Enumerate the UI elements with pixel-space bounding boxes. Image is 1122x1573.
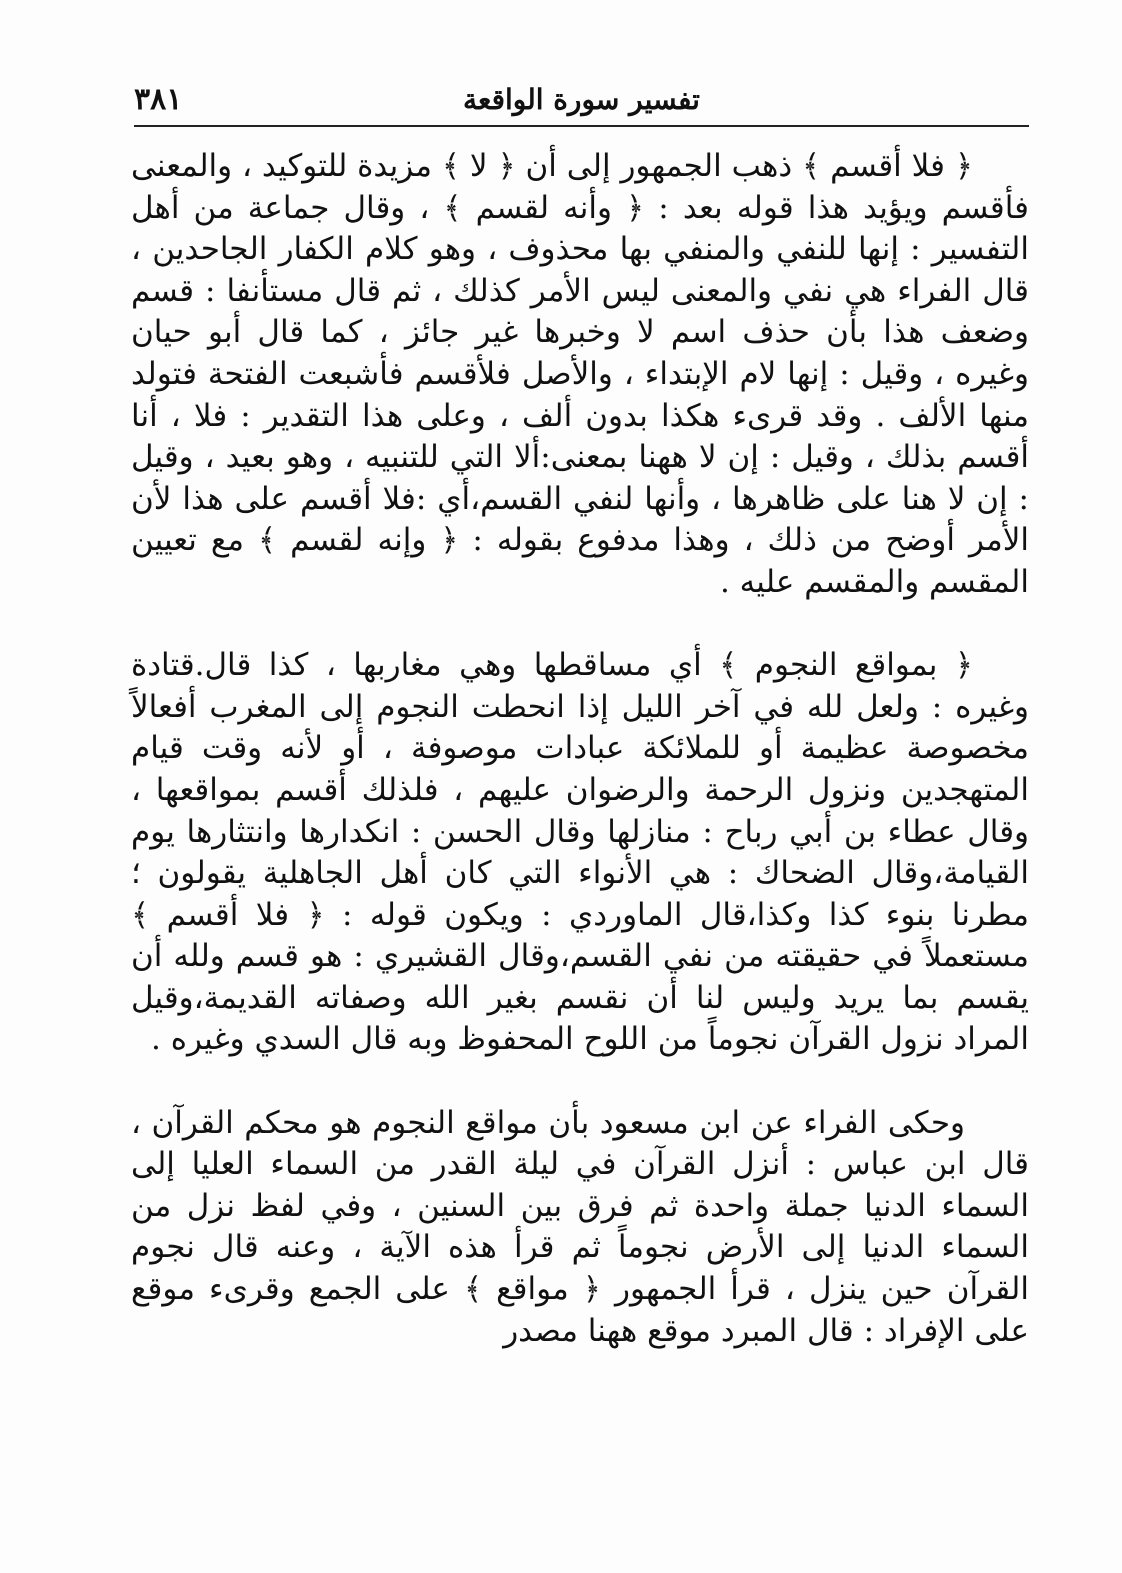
- paragraph: ﴿ بمواقع النجوم ﴾ أي مساقطها وهي مغاربها ، كذا قال.قتادة وغيره : ولعل لله في آخر الليل إذا انحطت النجوم إلى المغرب أفعالاً مخصوصة عظيمة أو للملائكة عبادات موصوفة ، أو لأنه وقت قيام المتهجدين ونزول الرحمة والرضوان عليهم ، فلذلك أقسم بمواقعها ، وقال عطاء بن أبي رباح : منازلها وقال الحسن : انكدارها وانتثارها يوم القيامة،وقال الضحاك : هي الأنواء التي كان أهل الجاهلية يقولون ؛ مطرنا بنوء كذا وكذا،قال الماوردي : ويكون قوله : ﴿ فلا أقسم ﴾ مستعملاً في حقيقته من نفي القسم،وقال القشيري : هو قسم ولله أن يقسم بما يريد وليس لنا أن نقسم بغير الله وصفاته القديمة،وقيل المراد نزول القرآن نجوماً من اللوح المحفوظ وبه قال السدي وغيره .: [131, 647, 1029, 1058]
- header-rule: [134, 125, 1029, 127]
- paragraph: وحكى الفراء عن ابن مسعود بأن مواقع النجوم هو محكم القرآن ، قال ابن عباس : أنزل القرآن في ليلة القدر من السماء العليا إلى السماء الدنيا جملة واحدة ثم فرق بين السنين ، وفي لفظ نزل من السماء الدنيا إلى الأرض نجوماً ثم قرأ هذه الآية ، وعنه قال نجوم القرآن حين ينزل ، قرأ الجمهور ﴿ مواقع ﴾ على الجمع وقرىء موقع على الإفراد : قال المبرد موقع ههنا مصدر: [131, 1104, 1029, 1349]
- running-header: [134, 82, 1029, 124]
- paragraph: ﴿ فلا أقسم ﴾ ذهب الجمهور إلى أن ﴿ لا ﴾ مزيدة للتوكيد ، والمعنى فأقسم ويؤيد هذا قوله بعد : ﴿ وأنه لقسم ﴾ ، وقال جماعة من أهل التفسير : إنها للنفي والمنفي بها محذوف ، وهو كلام الكفار الجاحدين ، قال الفراء هي نفي والمعنى ليس الأمر كذلك ، ثم قال مستأنفا : قسم وضعف هذا بأن حذف اسم لا وخبرها غير جائز ، كما قال أبو حيان وغيره ، وقيل : إنها لام الإبتداء ، والأصل فلأقسم فأشبعت الفتحة فتولد منها الألف . وقد قرىء هكذا بدون ألف ، وعلى هذا التقدير : فلا ، أنا أقسم بذلك ، وقيل : إن لا ههنا بمعنى:ألا التي للتنبيه ، وهو بعيد ، وقيل : إن لا هنا على ظاهرها ، وأنها لنفي القسم،أي :فلا أقسم على هذا لأن الأمر أوضح من ذلك ، وهذا مدفوع بقوله : ﴿ وإنه لقسم ﴾ مع تعيين المقسم والمقسم عليه .: [131, 148, 1029, 600]
- body-text: [131, 146, 1029, 1352]
- page-number: ٣٨١: [134, 82, 183, 117]
- chapter-title: تفسير سورة الواقعة: [463, 83, 700, 116]
